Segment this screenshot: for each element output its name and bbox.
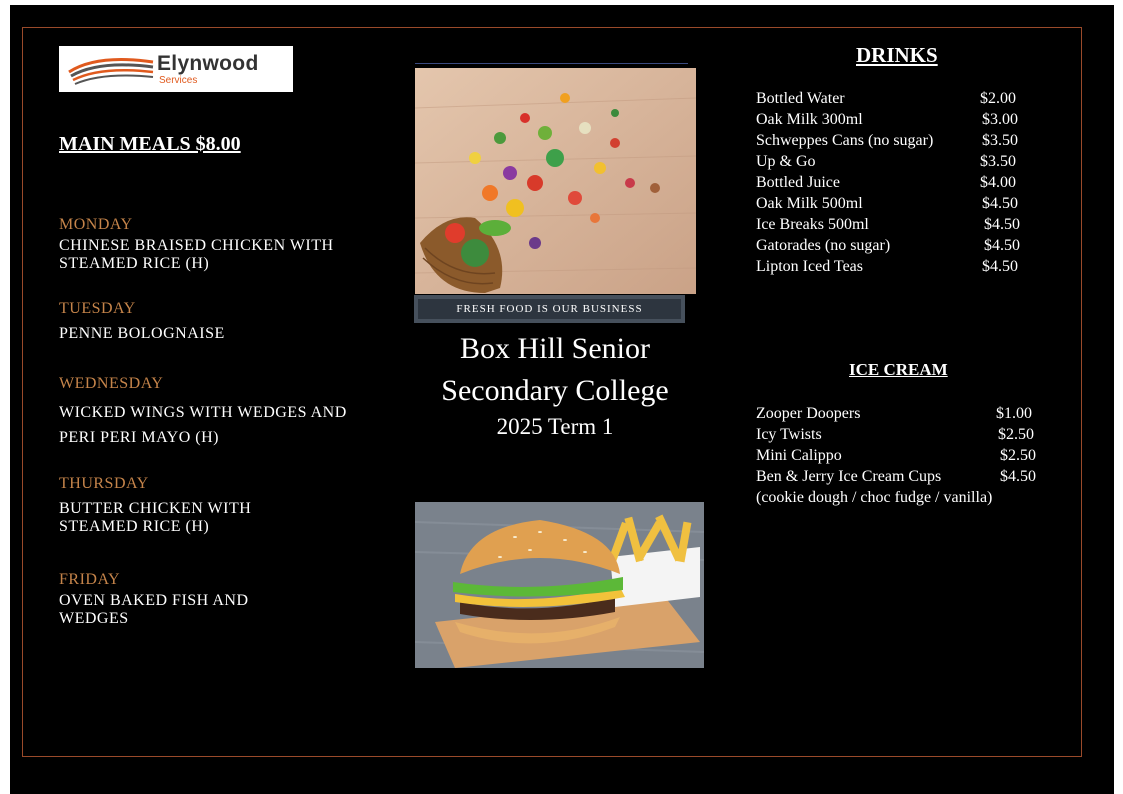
drink-name: Bottled Juice bbox=[756, 174, 840, 191]
day-tuesday: TUESDAY bbox=[59, 300, 136, 317]
top-rule bbox=[415, 63, 688, 64]
logo-subtitle: Services bbox=[159, 75, 198, 86]
elynwood-logo bbox=[59, 46, 293, 92]
meal-thursday: BUTTER CHICKEN WITH STEAMED RICE (H) bbox=[59, 500, 252, 535]
drink-price: $4.00 bbox=[980, 174, 1016, 191]
drink-price: $4.50 bbox=[984, 216, 1020, 233]
ice-cream-price: $1.00 bbox=[996, 405, 1032, 422]
day-thursday: THURSDAY bbox=[59, 475, 149, 492]
ice-cream-price: $2.50 bbox=[998, 426, 1034, 443]
drink-name: Up & Go bbox=[756, 153, 816, 170]
logo-name: Elynwood bbox=[157, 52, 259, 75]
logo-swoosh-icon bbox=[67, 52, 155, 86]
meal-monday: CHINESE BRAISED CHICKEN WITH STEAMED RICE (H) bbox=[59, 237, 334, 272]
drink-price: $3.50 bbox=[982, 132, 1018, 149]
meal-wednesday: WICKED WINGS WITH WEDGES AND PERI PERI MAYO (H) bbox=[59, 404, 347, 446]
drink-name: Bottled Water bbox=[756, 90, 845, 107]
day-friday: FRIDAY bbox=[59, 571, 121, 588]
ice-cream-name: Icy Twists bbox=[756, 426, 822, 443]
school-name-line1: Box Hill Senior bbox=[459, 332, 650, 365]
ice-cream-name: Ben & Jerry Ice Cream Cups bbox=[756, 468, 942, 485]
ice-cream-heading: ICE CREAM bbox=[849, 360, 948, 379]
drink-price: $2.00 bbox=[980, 90, 1016, 107]
drink-name: Schweppes Cans (no sugar) bbox=[756, 132, 934, 149]
banner-text: FRESH FOOD IS OUR BUSINESS bbox=[418, 299, 681, 319]
drinks-heading: DRINKS bbox=[856, 43, 938, 67]
school-name-line2: Secondary College bbox=[441, 374, 669, 407]
drink-name: Lipton Iced Teas bbox=[756, 258, 863, 275]
drink-name: Oak Milk 500ml bbox=[756, 195, 863, 212]
main-meals-heading: MAIN MEALS $8.00 bbox=[59, 133, 241, 155]
ice-cream-price: $4.50 bbox=[1000, 468, 1036, 485]
meal-friday: OVEN BAKED FISH AND WEDGES bbox=[59, 592, 249, 627]
day-monday: MONDAY bbox=[59, 216, 133, 233]
ice-cream-note: (cookie dough / choc fudge / vanilla) bbox=[756, 489, 993, 506]
drink-price: $3.00 bbox=[982, 111, 1018, 128]
drink-price: $4.50 bbox=[984, 237, 1020, 254]
ice-cream-name: Zooper Doopers bbox=[756, 405, 861, 422]
drink-price: $4.50 bbox=[982, 195, 1018, 212]
vegetable-basket-image bbox=[415, 68, 696, 294]
term-label: 2025 Term 1 bbox=[496, 414, 614, 439]
fresh-food-banner bbox=[414, 295, 685, 323]
burger-image bbox=[415, 502, 704, 668]
drink-name: Gatorades (no sugar) bbox=[756, 237, 891, 254]
day-wednesday: WEDNESDAY bbox=[59, 375, 164, 392]
ice-cream-price: $2.50 bbox=[1000, 447, 1036, 464]
drink-price: $3.50 bbox=[980, 153, 1016, 170]
drink-name: Oak Milk 300ml bbox=[756, 111, 863, 128]
meal-tuesday: PENNE BOLOGNAISE bbox=[59, 325, 225, 342]
ice-cream-name: Mini Calippo bbox=[756, 447, 842, 464]
drink-price: $4.50 bbox=[982, 258, 1018, 275]
drink-name: Ice Breaks 500ml bbox=[756, 216, 869, 233]
